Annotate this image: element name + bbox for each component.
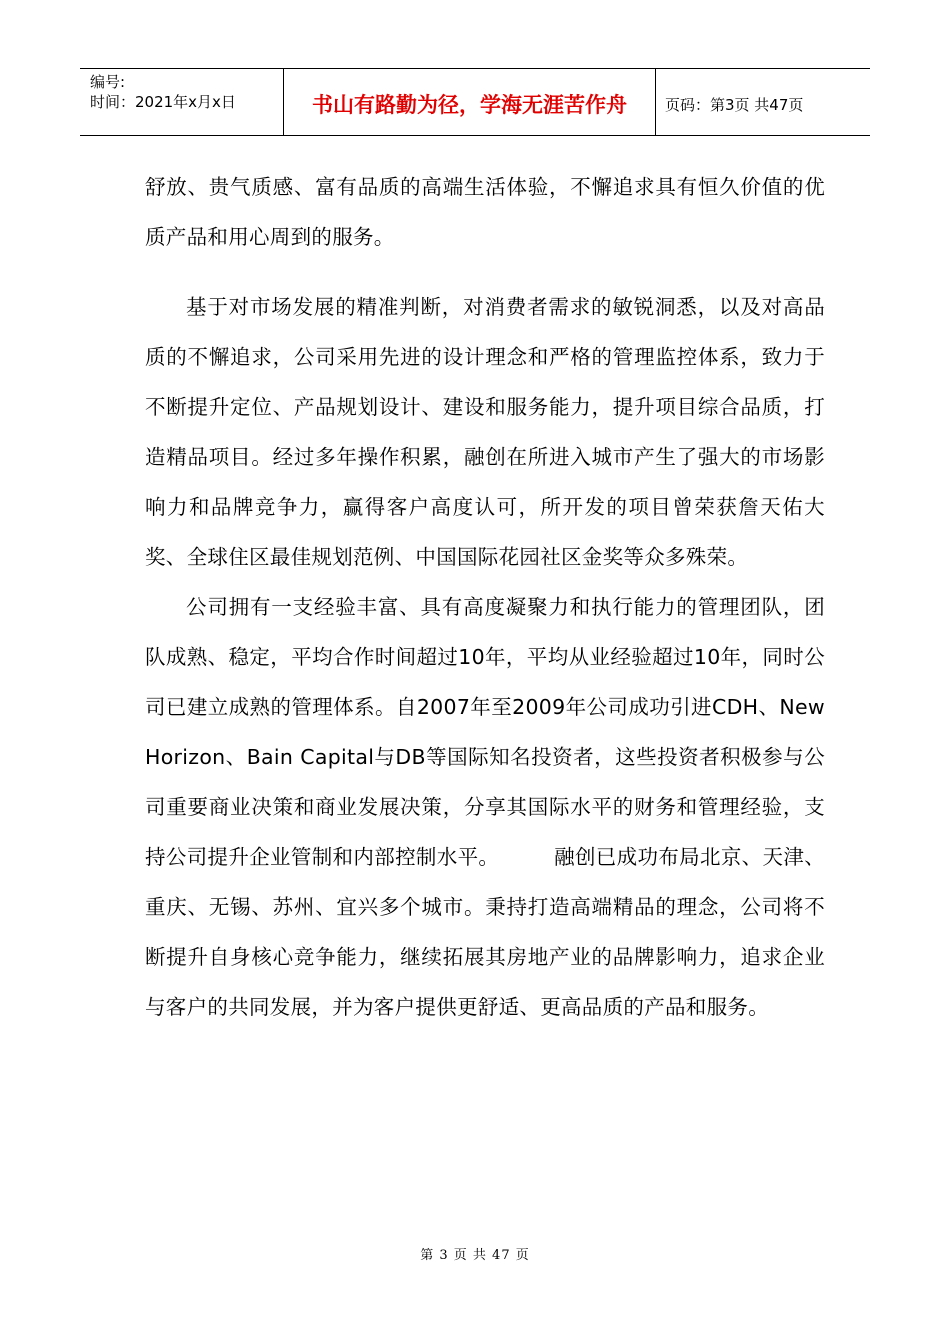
paragraph-gap xyxy=(145,262,825,282)
time-label: 时间：2021年x月x日 xyxy=(90,93,236,111)
paragraph: 舒放、贵气质感、富有品质的高端生活体验，不懈追求具有恒久价值的优质产品和用心周到的服务。 xyxy=(145,175,825,249)
page-footer: 第 3 页 共 47 页 xyxy=(420,1248,530,1263)
paragraph: 公司拥有一支经验丰富、具有高度凝聚力和执行能力的管理团队，团队成熟、稳定，平均合作时间超过10年，平均从业经验超过10年，同时公司已建立成熟的管理体系。自2007年至2009年公司成功引进CDH、New Horizon、Bain Capital与DB等国际知名投资者，这些投资者积极参与公司重要商业决策和商业发展决策，分享其国际水平的财务和管理经验，支持公司提升企业管制和内部控制水平。 融创已成功布局北京、天津、重庆、无锡、苏州、宜兴多个城市。秉持打造高端精品的理念，公司将不断提升自身核心竞争能力，继续拓展其房地产业的品牌影响力，追求企业与客户的共同发展，并为客户提供更舒适、更高品质的产品和服务。 xyxy=(145,595,832,1019)
document-body xyxy=(145,162,832,1032)
paragraph: 基于对市场发展的精准判断，对消费者需求的敏锐洞悉，以及对高品质的不懈追求，公司采用先进的设计理念和严格的管理监控体系，致力于不断提升定位、产品规划设计、建设和服务能力，提升项目综合品质，打造精品项目。经过多年操作积累，融创在所进入城市产生了强大的市场影响力和品牌竞争力，赢得客户高度认可，所开发的项目曾荣获詹天佑大奖、全球住区最佳规划范例、中国国际花园社区金奖等众多殊荣。 xyxy=(145,295,825,569)
header-page-info: 页码：第3页 共47页 xyxy=(665,95,804,114)
page-header xyxy=(80,68,870,136)
header-motto: 书山有路勤为径，学海无涯苦作舟 xyxy=(312,92,627,117)
header-meta xyxy=(80,69,283,135)
serial-label: 编号: xyxy=(90,73,126,91)
